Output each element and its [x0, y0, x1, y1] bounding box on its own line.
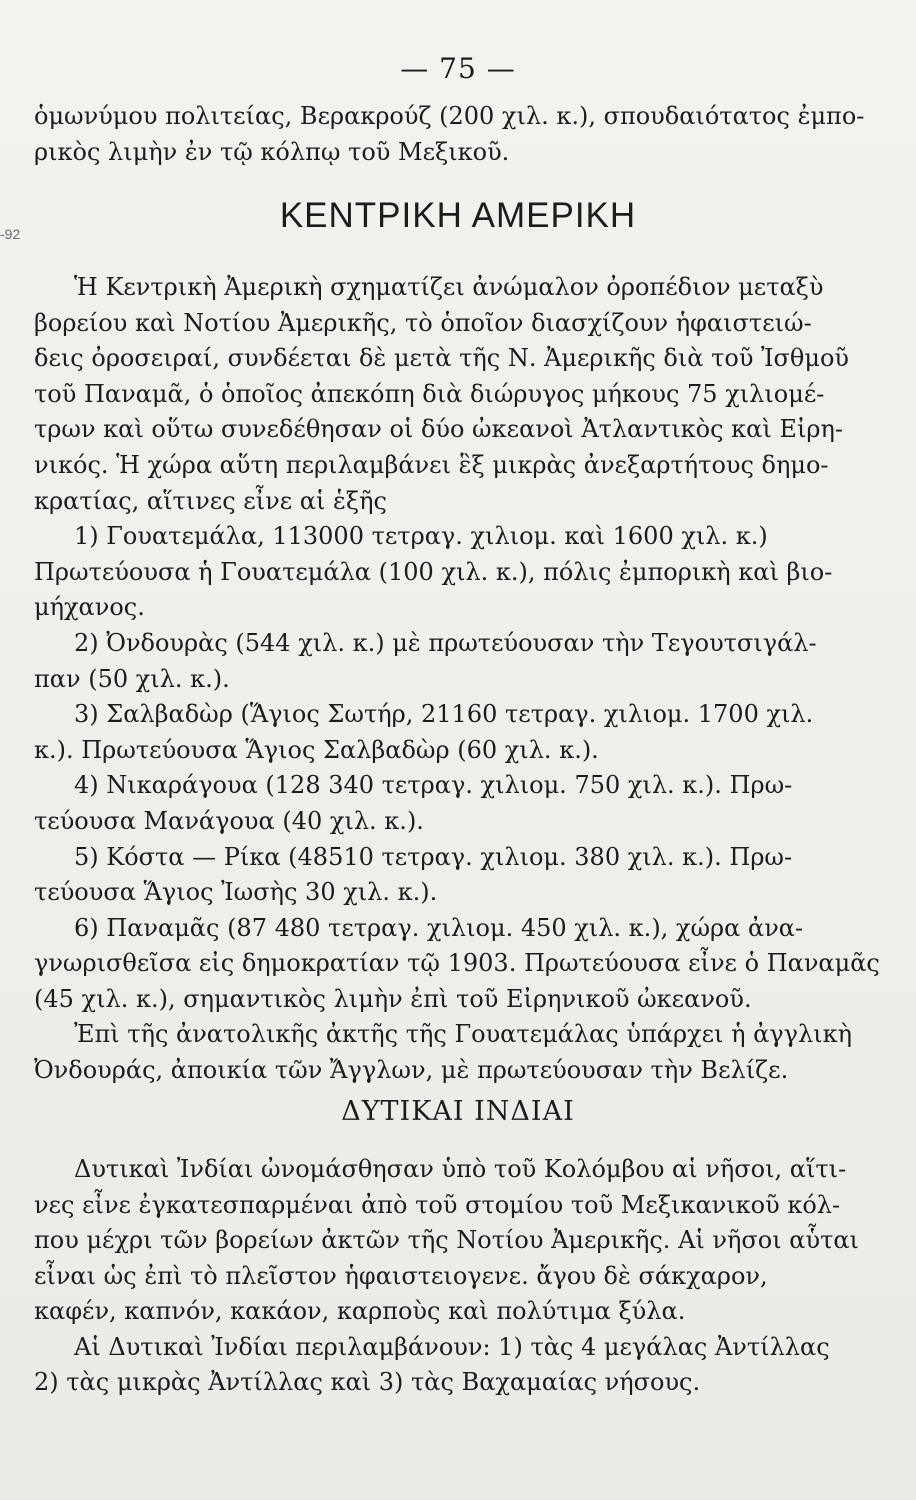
text-line: (45 χιλ. κ.), σημαντικὸς λιμὴν ἐπὶ τοῦ Εἰρηνικοῦ ὠκεανοῦ.	[34, 984, 752, 1013]
page-number: — 75 —	[400, 52, 516, 85]
list-item: 5) Κόστα — Ρίκα (48510 τετραγ. χιλιομ. 380 χιλ. κ.). Πρω-	[74, 842, 793, 871]
text-line: ρικὸς λιμὴν ἐν τῷ κόλπῳ τοῦ Μεξικοῦ.	[34, 138, 510, 166]
text-line: Ἡ Κεντρικὴ Ἀμερικὴ σχηματίζει ἀνώμαλον ὀροπέδιον μεταξὺ	[74, 273, 824, 301]
text-line: γνωρισθεῖσα εἰς δημοκρατίαν τῷ 1903. Πρωτεύουσα εἶνε ὁ Παναμᾶς	[34, 949, 880, 978]
text-line: τοῦ Παναμᾶ, ὁ ὁποῖος ἀπεκόπη διὰ διώρυγος μήκους 75 χιλιομέ-	[34, 379, 825, 408]
section-heading-central-america: ΚΕΝΤΡΙΚΗ ΑΜΕΡΙΚΗ	[279, 196, 637, 235]
text-line: Δυτικαὶ Ἰνδίαι ὠνομάσθησαν ὑπὸ τοῦ Κολόμβου αἱ νῆσοι, αἵτι-	[74, 1155, 847, 1183]
central-america-section	[34, 270, 880, 1089]
margin-note: -92	[0, 226, 21, 242]
list-item: 3) Σαλβαδὼρ (Ἅγιος Σωτήρ, 21160 τετραγ. χιλιομ. 1700 χιλ.	[74, 700, 814, 729]
list-item: 6) Παναμᾶς (87 480 τετραγ. χιλιομ. 450 χιλ. κ.), χώρα ἀνα-	[74, 913, 804, 942]
text-line: τεύουσα Μανάγουα (40 χιλ. κ.).	[34, 806, 424, 835]
list-item: 4) Νικαράγουα (128 340 τετραγ. χιλιομ. 750 χιλ. κ.). Πρω-	[74, 771, 793, 800]
text-line: κρατίας, αἵτινες εἶνε αἱ ἑξῆς	[34, 486, 387, 515]
text-line: βορείου καὶ Νοτίου Ἀμερικῆς, τὸ ὁποῖον διασχίζουν ἡφαιστειώ-	[34, 308, 812, 337]
intro-paragraph	[34, 98, 865, 170]
text-line: καφέν, καπνόν, κακάον, καρποὺς καὶ πολύτιμα ξύλα.	[34, 1297, 686, 1325]
text-line: που μέχρι τῶν βορείων ἀκτῶν τῆς Νοτίου Ἀμερικῆς. Αἱ νῆσοι αὗται	[34, 1226, 859, 1254]
text-line: τεύουσα Ἅγιος Ἰωσὴς 30 χιλ. κ.).	[34, 878, 438, 907]
text-line: Ὀνδουράς, ἀποικία τῶν Ἄγγλων, μὲ πρωτεύουσαν τὴν Βελίζε.	[34, 1056, 789, 1085]
text-line: 2) τὰς μικρὰς Ἀντίλλας καὶ 3) τὰς Βαχαμαίας νήσους.	[34, 1368, 701, 1396]
text-line: Ἐπὶ τῆς ἀνατολικῆς ἀκτῆς τῆς Γουατεμάλας ὑπάρχει ἡ ἀγγλικὴ	[74, 1020, 852, 1049]
list-item: 1) Γουατεμάλα, 113000 τετραγ. χιλιομ. καὶ 1600 χιλ. κ.)	[74, 522, 768, 551]
west-indies-section	[34, 1152, 859, 1401]
list-item: 2) Ὀνδουρὰς (544 χιλ. κ.) μὲ πρωτεύουσαν τὴν Τεγουτσιγάλ-	[74, 628, 817, 657]
section-heading-west-indies: ΔΥΤΙΚΑΙ ΙΝΔΙΑΙ	[341, 1096, 575, 1127]
text-line: νες εἶνε ἐγκατεσπαρμέναι ἀπὸ τοῦ στομίου τοῦ Μεξικανικοῦ κόλ-	[34, 1190, 841, 1219]
text-line: εἶναι ὡς ἐπὶ τὸ πλεῖστον ἡφαιστειογενε. ἄγου δὲ σάκχαρον,	[34, 1261, 768, 1290]
text-line: Πρωτεύουσα ἡ Γουατεμάλα (100 χιλ. κ.), πόλις ἐμπορικὴ καὶ βιο-	[34, 557, 833, 586]
text-line: τρων καὶ οὕτω συνεδέθησαν οἱ δύο ὠκεανοὶ Ἀτλαντικὸς καὶ Εἰρη-	[34, 415, 843, 444]
text-line: ὁμωνύμου πολιτείας, Βερακρούζ (200 χιλ. κ.), σπουδαιότατος ἐμπο-	[34, 102, 865, 130]
text-line: νικός. Ἡ χώρα αὕτη περιλαμβάνει ἓξ μικρὰς ἀνεξαρτήτους δημο-	[34, 450, 829, 479]
text-line: Αἱ Δυτικαὶ Ἰνδίαι περιλαμβάνουν: 1) τὰς 4 μεγάλας Ἀντίλλας	[74, 1332, 830, 1361]
text-line: δεις ὀροσειραί, συνδέεται δὲ μετὰ τῆς Ν. Ἀμερικῆς διὰ τοῦ Ἰσθμοῦ	[34, 344, 850, 373]
text-line: παν (50 χιλ. κ.).	[34, 664, 230, 693]
text-line: μήχανος.	[34, 593, 145, 622]
text-line: κ.). Πρωτεύουσα Ἅγιος Σαλβαδὼρ (60 χιλ. κ.).	[34, 735, 599, 764]
